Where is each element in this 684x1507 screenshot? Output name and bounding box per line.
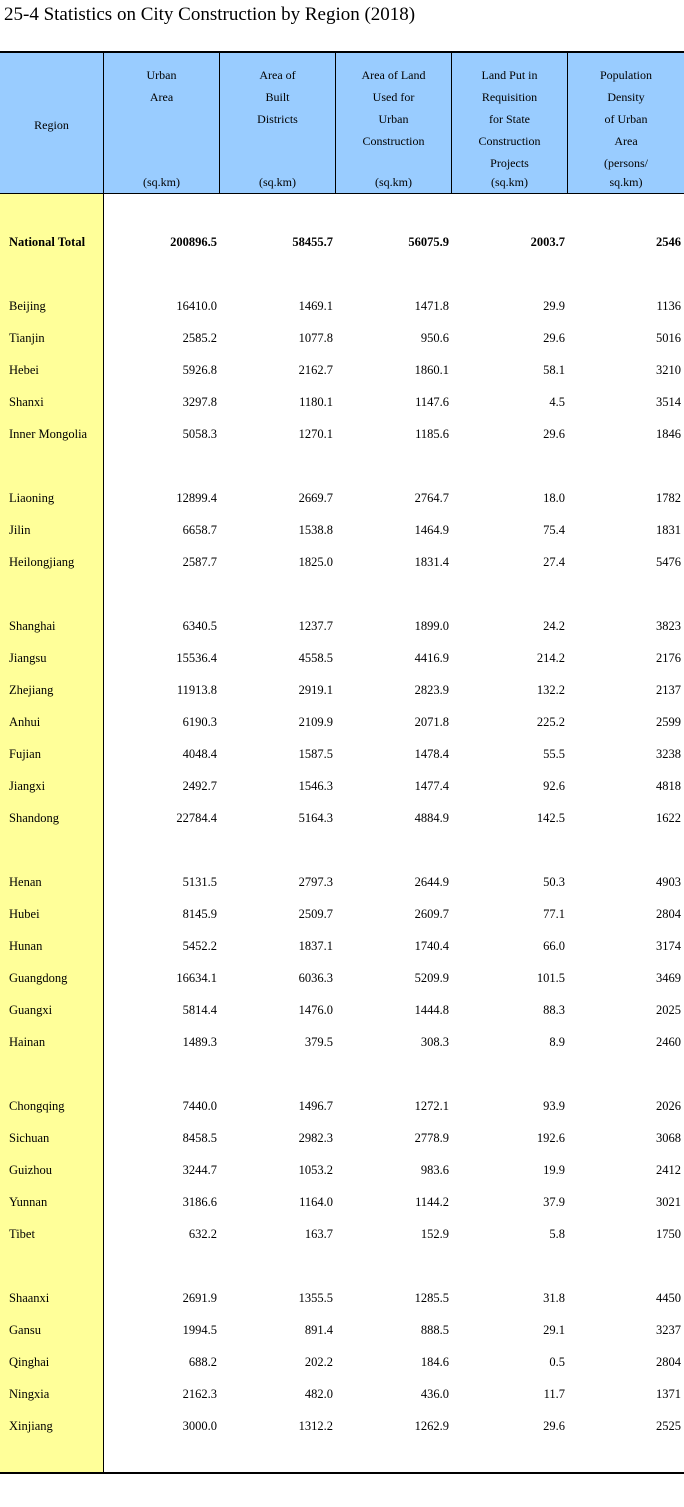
urban-area-value: 688.2	[188, 1355, 217, 1369]
header-label: Urban Area	[146, 68, 177, 104]
population-density-value: 4818	[656, 779, 681, 793]
construction-land-value: 1444.8	[414, 1003, 449, 1017]
table-row	[0, 871, 684, 893]
table-row	[0, 1095, 684, 1117]
land-requisition-value: 24.2	[543, 619, 565, 633]
urban-area-value: 3297.8	[182, 395, 217, 409]
table-row	[0, 1223, 684, 1245]
construction-land-value: 1147.6	[415, 395, 449, 409]
urban-area-value: 7440.0	[182, 1099, 217, 1113]
urban-area-value: 11913.8	[176, 683, 217, 697]
region-column-background	[0, 194, 103, 1473]
table-row	[0, 359, 684, 381]
urban-area-value: 1489.3	[182, 1035, 217, 1049]
region-name: Tianjin	[9, 331, 45, 345]
land-requisition-value: 58.1	[543, 363, 565, 377]
region-name: Chongqing	[9, 1099, 65, 1113]
built-districts-value: 58455.7	[292, 235, 333, 249]
header-unit: sq.km)	[609, 175, 643, 189]
table-row	[0, 1031, 684, 1053]
construction-land-value: 56075.9	[408, 235, 449, 249]
table-row	[0, 1159, 684, 1181]
population-density-value: 3237	[656, 1323, 681, 1337]
urban-area-value: 3000.0	[182, 1419, 217, 1433]
population-density-value: 1371	[656, 1387, 681, 1401]
region-name: Heilongjiang	[9, 555, 75, 569]
construction-land-value: 1899.0	[414, 619, 449, 633]
urban-area-value: 2585.2	[182, 331, 217, 345]
land-requisition-value: 142.5	[536, 811, 565, 825]
table-row	[0, 327, 684, 349]
land-requisition-value: 50.3	[543, 875, 565, 889]
land-requisition-value: 37.9	[543, 1195, 565, 1209]
population-density-value: 1846	[656, 427, 681, 441]
built-districts-value: 1825.0	[298, 555, 333, 569]
land-requisition-value: 18.0	[543, 491, 565, 505]
built-districts-value: 1496.7	[298, 1099, 333, 1113]
urban-area-value: 5131.5	[182, 875, 217, 889]
land-requisition-value: 192.6	[536, 1131, 565, 1145]
region-name: Liaoning	[9, 491, 55, 505]
construction-land-value: 1740.4	[414, 939, 449, 953]
built-districts-value: 891.4	[304, 1323, 333, 1337]
region-name: Jilin	[9, 523, 31, 537]
construction-land-value: 184.6	[420, 1355, 449, 1369]
population-density-value: 2137	[656, 683, 681, 697]
construction-land-value: 2071.8	[414, 715, 449, 729]
region-name: Guizhou	[9, 1163, 53, 1177]
urban-area-value: 5926.8	[182, 363, 217, 377]
urban-area-value: 632.2	[188, 1227, 217, 1241]
built-districts-value: 2669.7	[298, 491, 333, 505]
built-districts-value: 1538.8	[298, 523, 333, 537]
land-requisition-value: 29.6	[543, 427, 565, 441]
built-districts-value: 482.0	[304, 1387, 333, 1401]
header-population-density	[568, 51, 684, 194]
column-divider	[567, 51, 568, 194]
urban-area-value: 15536.4	[176, 651, 217, 665]
population-density-value: 1136	[656, 299, 681, 313]
population-density-value: 1622	[656, 811, 681, 825]
construction-land-value: 308.3	[420, 1035, 449, 1049]
built-districts-value: 1053.2	[298, 1163, 333, 1177]
construction-land-value: 2823.9	[414, 683, 449, 697]
population-density-value: 4450	[656, 1291, 681, 1305]
region-name: Hunan	[9, 939, 43, 953]
population-density-value: 3174	[656, 939, 681, 953]
region-name: Ningxia	[9, 1387, 50, 1401]
region-name: Hainan	[9, 1035, 46, 1049]
built-districts-value: 2162.7	[298, 363, 333, 377]
region-name: Jiangxi	[9, 779, 46, 793]
population-density-value: 2525	[656, 1419, 681, 1433]
region-name: Fujian	[9, 747, 41, 761]
urban-area-value: 16410.0	[176, 299, 217, 313]
header-urban-area	[104, 51, 219, 194]
population-density-value: 2546	[656, 235, 681, 249]
header-label: Population Density of Urban Area (persons/	[599, 68, 652, 170]
region-name: Sichuan	[9, 1131, 50, 1145]
column-divider	[451, 51, 452, 194]
region-name: Hebei	[9, 363, 39, 377]
construction-land-value: 5209.9	[414, 971, 449, 985]
built-districts-value: 1077.8	[298, 331, 333, 345]
population-density-value: 5016	[656, 331, 681, 345]
table-row	[0, 903, 684, 925]
header-built-districts	[220, 51, 335, 194]
urban-area-value: 8145.9	[182, 907, 217, 921]
urban-area-value: 5058.3	[182, 427, 217, 441]
table-row	[0, 391, 684, 413]
table-row	[0, 295, 684, 317]
table-row	[0, 743, 684, 765]
land-requisition-value: 29.6	[543, 1419, 565, 1433]
urban-area-value: 12899.4	[176, 491, 217, 505]
construction-land-value: 1471.8	[414, 299, 449, 313]
construction-land-value: 888.5	[420, 1323, 449, 1337]
urban-area-value: 200896.5	[170, 235, 217, 249]
built-districts-value: 2109.9	[298, 715, 333, 729]
construction-land-value: 950.6	[420, 331, 449, 345]
population-density-value: 3068	[656, 1131, 681, 1145]
land-requisition-value: 11.7	[543, 1387, 565, 1401]
land-requisition-value: 101.5	[536, 971, 565, 985]
land-requisition-value: 29.1	[543, 1323, 565, 1337]
land-requisition-value: 0.5	[549, 1355, 565, 1369]
urban-area-value: 3186.6	[182, 1195, 217, 1209]
land-requisition-value: 29.9	[543, 299, 565, 313]
land-requisition-value: 93.9	[543, 1099, 565, 1113]
built-districts-value: 1270.1	[298, 427, 333, 441]
built-districts-value: 163.7	[304, 1227, 333, 1241]
column-divider	[219, 51, 220, 194]
population-density-value: 1831	[656, 523, 681, 537]
population-density-value: 2804	[656, 907, 681, 921]
urban-area-value: 5814.4	[182, 1003, 217, 1017]
population-density-value: 3210	[656, 363, 681, 377]
urban-area-value: 8458.5	[182, 1131, 217, 1145]
table-row-national-total	[0, 231, 684, 253]
table-row	[0, 999, 684, 1021]
urban-area-value: 2492.7	[182, 779, 217, 793]
land-requisition-value: 29.6	[543, 331, 565, 345]
land-requisition-value: 214.2	[536, 651, 565, 665]
region-name: Anhui	[9, 715, 41, 729]
population-density-value: 5476	[656, 555, 681, 569]
land-requisition-value: 4.5	[549, 395, 565, 409]
header-label: Land Put in Requisition for State Construction Projects	[478, 68, 541, 170]
construction-land-value: 1285.5	[414, 1291, 449, 1305]
construction-land-value: 1831.4	[414, 555, 449, 569]
construction-land-value: 2609.7	[414, 907, 449, 921]
urban-area-value: 22784.4	[176, 811, 217, 825]
region-name: Xinjiang	[9, 1419, 53, 1433]
construction-land-value: 4416.9	[414, 651, 449, 665]
urban-area-value: 2162.3	[182, 1387, 217, 1401]
construction-land-value: 2644.9	[414, 875, 449, 889]
construction-land-value: 1860.1	[414, 363, 449, 377]
header-unit: (sq.km)	[491, 175, 528, 189]
urban-area-value: 2691.9	[182, 1291, 217, 1305]
built-districts-value: 1164.0	[299, 1195, 333, 1209]
built-districts-value: 6036.3	[298, 971, 333, 985]
built-districts-value: 5164.3	[298, 811, 333, 825]
population-density-value: 3021	[656, 1195, 681, 1209]
land-requisition-value: 225.2	[536, 715, 565, 729]
built-districts-value: 202.2	[304, 1355, 333, 1369]
region-name: Hubei	[9, 907, 40, 921]
population-density-value: 2025	[656, 1003, 681, 1017]
built-districts-value: 1237.7	[298, 619, 333, 633]
table-row	[0, 615, 684, 637]
table-row	[0, 551, 684, 573]
header-region	[0, 51, 103, 194]
header-label: Region	[34, 118, 69, 132]
region-name: National Total	[9, 235, 86, 249]
construction-land-value: 1185.6	[415, 427, 449, 441]
population-density-value: 1750	[656, 1227, 681, 1241]
construction-land-value: 152.9	[420, 1227, 449, 1241]
region-name: Jiangsu	[9, 651, 47, 665]
region-name: Shaanxi	[9, 1291, 50, 1305]
land-requisition-value: 77.1	[543, 907, 565, 921]
built-districts-value: 2982.3	[298, 1131, 333, 1145]
table-row	[0, 807, 684, 829]
built-districts-value: 2919.1	[298, 683, 333, 697]
land-requisition-value: 31.8	[543, 1291, 565, 1305]
region-name: Guangdong	[9, 971, 68, 985]
region-name: Beijing	[9, 299, 46, 313]
urban-area-value: 4048.4	[182, 747, 217, 761]
construction-land-value: 436.0	[420, 1387, 449, 1401]
urban-area-value: 6190.3	[182, 715, 217, 729]
table-row	[0, 1319, 684, 1341]
built-districts-value: 1312.2	[298, 1419, 333, 1433]
land-requisition-value: 8.9	[549, 1035, 565, 1049]
built-districts-value: 2797.3	[298, 875, 333, 889]
construction-land-value: 1464.9	[414, 523, 449, 537]
land-requisition-value: 66.0	[543, 939, 565, 953]
page-title: 25-4 Statistics on City Construction by Region (2018)	[4, 4, 416, 25]
urban-area-value: 6658.7	[182, 523, 217, 537]
population-density-value: 2599	[656, 715, 681, 729]
table-row	[0, 647, 684, 669]
construction-land-value: 1144.2	[415, 1195, 449, 1209]
table-row	[0, 519, 684, 541]
urban-area-value: 5452.2	[182, 939, 217, 953]
table-row	[0, 487, 684, 509]
header-label: Area of Land Used for Urban Construction	[361, 68, 426, 148]
built-districts-value: 1587.5	[298, 747, 333, 761]
region-name: Inner Mongolia	[9, 427, 88, 441]
land-requisition-value: 75.4	[543, 523, 565, 537]
construction-land-value: 1477.4	[414, 779, 449, 793]
built-districts-value: 2509.7	[298, 907, 333, 921]
region-name: Shanghai	[9, 619, 56, 633]
table-row	[0, 679, 684, 701]
population-density-value: 3238	[656, 747, 681, 761]
urban-area-value: 3244.7	[182, 1163, 217, 1177]
table-row	[0, 1287, 684, 1309]
construction-land-value: 1262.9	[414, 1419, 449, 1433]
built-districts-value: 1837.1	[298, 939, 333, 953]
construction-land-value: 1272.1	[414, 1099, 449, 1113]
built-districts-value: 1355.5	[298, 1291, 333, 1305]
column-divider	[335, 51, 336, 194]
region-name: Guangxi	[9, 1003, 53, 1017]
urban-area-value: 16634.1	[176, 971, 217, 985]
built-districts-value: 1180.1	[299, 395, 333, 409]
land-requisition-value: 2003.7	[530, 235, 565, 249]
population-density-value: 4903	[656, 875, 681, 889]
table-row	[0, 967, 684, 989]
construction-land-value: 1478.4	[414, 747, 449, 761]
urban-area-value: 2587.7	[182, 555, 217, 569]
header-unit: (sq.km)	[143, 175, 180, 189]
population-density-value: 3469	[656, 971, 681, 985]
built-districts-value: 1476.0	[298, 1003, 333, 1017]
region-name: Gansu	[9, 1323, 41, 1337]
land-requisition-value: 27.4	[543, 555, 565, 569]
header-unit: (sq.km)	[375, 175, 412, 189]
region-name: Tibet	[9, 1227, 35, 1241]
table-row	[0, 1127, 684, 1149]
urban-area-value: 1994.5	[182, 1323, 217, 1337]
population-density-value: 2026	[656, 1099, 681, 1113]
region-name: Shanxi	[9, 395, 44, 409]
population-density-value: 1782	[656, 491, 681, 505]
land-requisition-value: 5.8	[549, 1227, 565, 1241]
statistics-table	[0, 51, 684, 1475]
table-row	[0, 1383, 684, 1405]
header-land-requisition	[452, 51, 567, 194]
population-density-value: 2412	[656, 1163, 681, 1177]
population-density-value: 2804	[656, 1355, 681, 1369]
table-row	[0, 935, 684, 957]
header-urban-construction-land	[336, 51, 451, 194]
region-name: Shandong	[9, 811, 59, 825]
region-name: Henan	[9, 875, 42, 889]
table-row	[0, 1351, 684, 1373]
table-row	[0, 1415, 684, 1437]
population-density-value: 2460	[656, 1035, 681, 1049]
land-requisition-value: 88.3	[543, 1003, 565, 1017]
construction-land-value: 983.6	[420, 1163, 449, 1177]
population-density-value: 3823	[656, 619, 681, 633]
table-row	[0, 775, 684, 797]
table-row	[0, 1191, 684, 1213]
construction-land-value: 2778.9	[414, 1131, 449, 1145]
population-density-value: 3514	[656, 395, 681, 409]
built-districts-value: 1546.3	[298, 779, 333, 793]
built-districts-value: 379.5	[304, 1035, 333, 1049]
region-name: Qinghai	[9, 1355, 50, 1369]
built-districts-value: 1469.1	[298, 299, 333, 313]
land-requisition-value: 132.2	[536, 683, 565, 697]
table-row	[0, 711, 684, 733]
land-requisition-value: 19.9	[543, 1163, 565, 1177]
population-density-value: 2176	[656, 651, 681, 665]
built-districts-value: 4558.5	[298, 651, 333, 665]
construction-land-value: 2764.7	[414, 491, 449, 505]
header-label: Area of Built Districts	[257, 68, 298, 126]
header-unit: (sq.km)	[259, 175, 296, 189]
construction-land-value: 4884.9	[414, 811, 449, 825]
region-name: Zhejiang	[9, 683, 54, 697]
land-requisition-value: 55.5	[543, 747, 565, 761]
urban-area-value: 6340.5	[182, 619, 217, 633]
table-row	[0, 423, 684, 445]
land-requisition-value: 92.6	[543, 779, 565, 793]
region-name: Yunnan	[9, 1195, 48, 1209]
